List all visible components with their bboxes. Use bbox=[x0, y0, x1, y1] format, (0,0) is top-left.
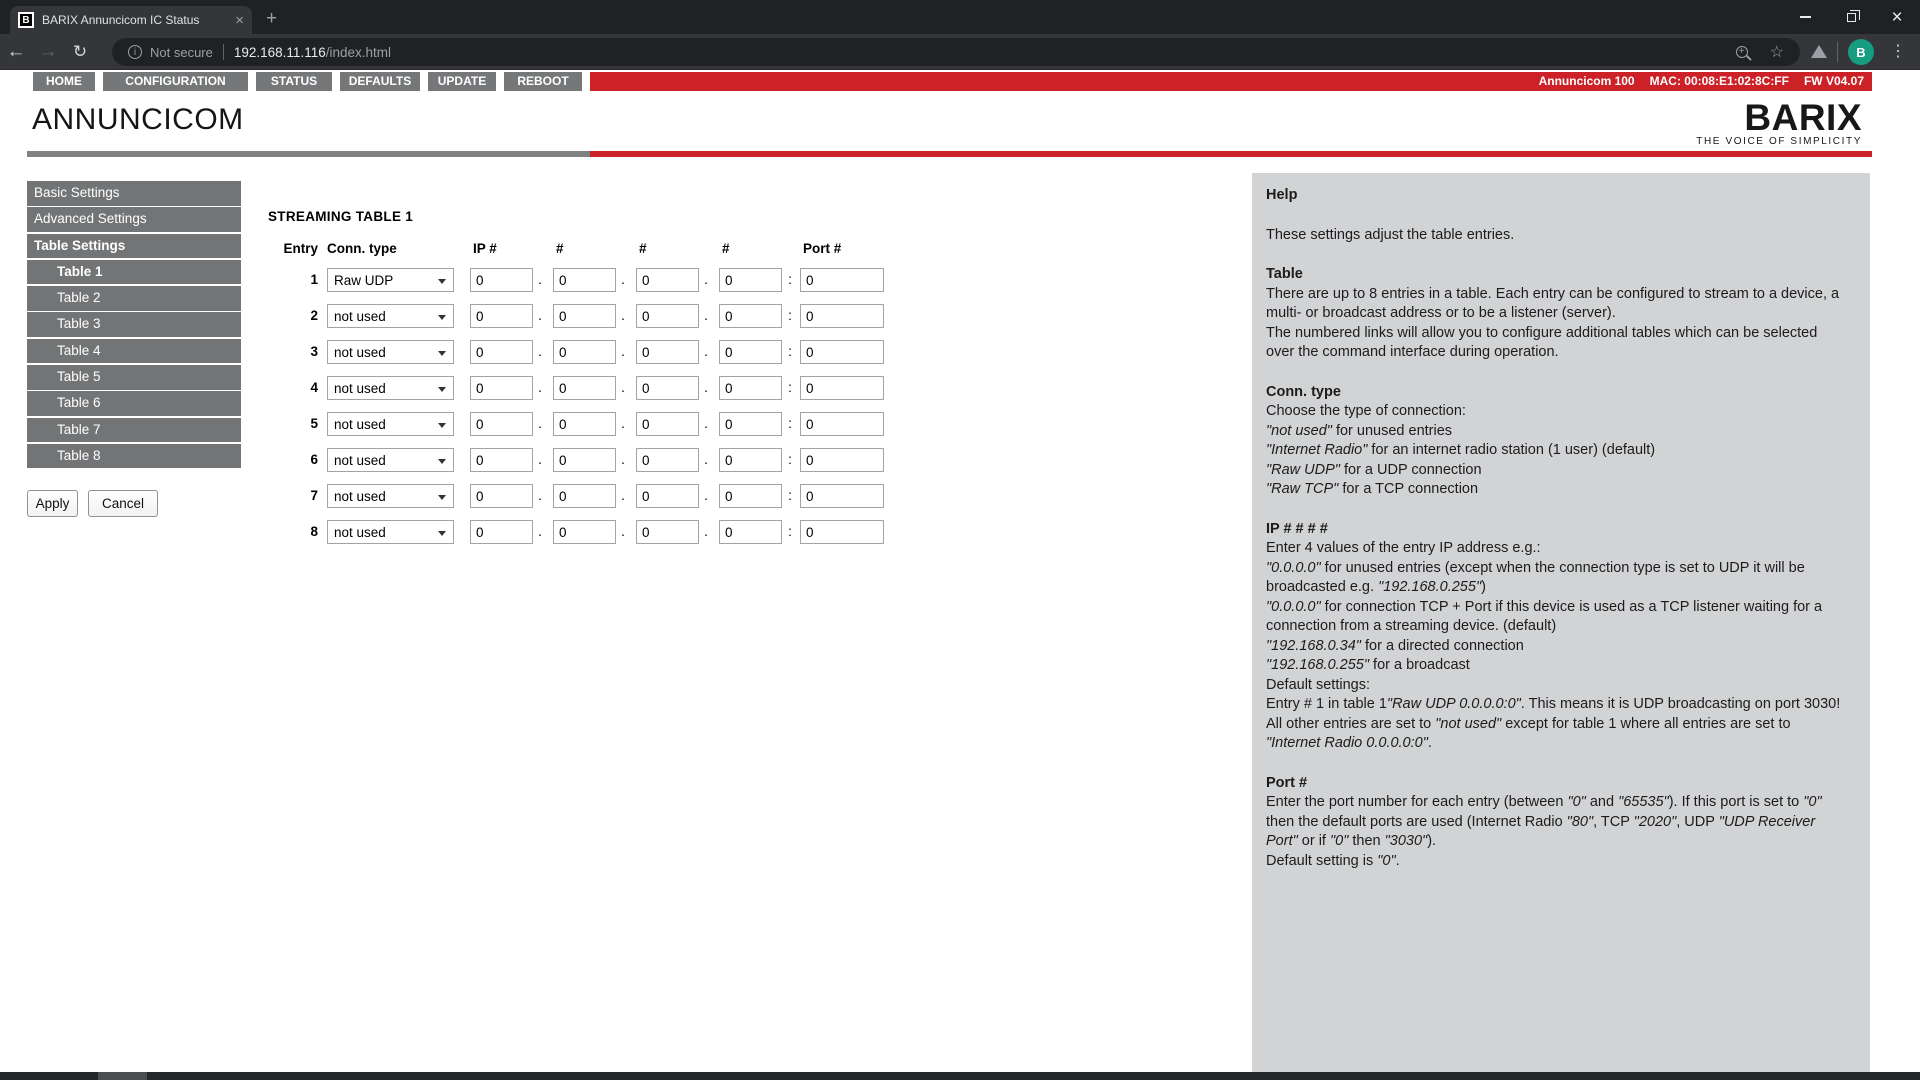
reload-button[interactable]: ↻ bbox=[72, 41, 88, 61]
ip-octet-4-input[interactable] bbox=[719, 448, 782, 472]
sidebar-menu bbox=[27, 181, 241, 470]
conn-type-value: not used bbox=[334, 308, 386, 324]
ip-octet-1-input[interactable] bbox=[470, 520, 533, 544]
profile-avatar[interactable]: B bbox=[1848, 39, 1874, 65]
help-line: There are up to 8 entries in a table. Each entry can be configured to stream to a device, a multi- or broadcast address or to be a listener (server). bbox=[1266, 285, 1840, 321]
conn-type-select[interactable] bbox=[327, 376, 454, 400]
ip-octet-3-input[interactable] bbox=[636, 520, 699, 544]
conn-type-select[interactable] bbox=[327, 412, 454, 436]
help-line: Enter 4 values of the entry IP address e.g.: bbox=[1266, 540, 1541, 556]
ip-octet-1-input[interactable] bbox=[470, 268, 533, 292]
help-line: Default settings: bbox=[1266, 676, 1370, 693]
header-conn-type: Conn. type bbox=[327, 241, 397, 256]
header-ip-2: # bbox=[556, 241, 564, 256]
ip-dot-separator: . bbox=[538, 488, 542, 503]
sidebar-item-table-2[interactable]: Table 2 bbox=[27, 286, 241, 311]
port-colon-separator: : bbox=[788, 380, 792, 395]
ip-octet-2-input[interactable] bbox=[553, 412, 616, 436]
ip-dot-separator: . bbox=[621, 272, 625, 287]
sidebar-item-basic-settings[interactable]: Basic Settings bbox=[27, 181, 241, 206]
sidebar-item-table-settings[interactable]: Table Settings bbox=[27, 234, 241, 259]
horizontal-scrollbar-thumb[interactable] bbox=[98, 1072, 147, 1080]
chevron-down-icon bbox=[438, 279, 446, 284]
ip-dot-separator: . bbox=[704, 308, 708, 323]
help-line: "0.0.0.0" for unused entries (except when the connection type is set to UDP it will be broadcasted e.g. "192.168.0.255") bbox=[1266, 559, 1805, 595]
help-title: Help bbox=[1266, 187, 1298, 203]
nav-item-configuration[interactable]: CONFIGURATION bbox=[103, 72, 248, 91]
nav-item-home[interactable]: HOME bbox=[33, 72, 95, 91]
sidebar-item-table-5[interactable]: Table 5 bbox=[27, 365, 241, 390]
help-line: "Raw UDP" for a UDP connection bbox=[1266, 461, 1482, 478]
url-divider bbox=[223, 44, 224, 60]
table-row-7 bbox=[270, 484, 910, 508]
window-restore-button[interactable] bbox=[1828, 0, 1874, 34]
ip-octet-3-input[interactable] bbox=[636, 340, 699, 364]
browser-tab-bar bbox=[0, 0, 1920, 34]
device-fw: FW V04.07 bbox=[1803, 74, 1864, 88]
ip-octet-2-input[interactable] bbox=[553, 520, 616, 544]
chevron-down-icon bbox=[438, 315, 446, 320]
header-divider-gray bbox=[27, 151, 590, 157]
port-input[interactable] bbox=[800, 484, 884, 508]
page-content bbox=[0, 70, 1920, 1072]
barix-logo bbox=[1696, 97, 1862, 147]
chevron-down-icon bbox=[438, 387, 446, 392]
close-icon: × bbox=[1891, 6, 1903, 28]
minimize-icon bbox=[1800, 16, 1811, 18]
help-section bbox=[1266, 383, 1844, 500]
ip-octet-2-input[interactable] bbox=[553, 340, 616, 364]
ip-dot-separator: . bbox=[538, 344, 542, 359]
back-button[interactable]: ← bbox=[6, 40, 26, 62]
ip-octet-1-input[interactable] bbox=[470, 412, 533, 436]
not-secure-label: Not secure bbox=[150, 44, 213, 60]
table-rows bbox=[270, 268, 910, 544]
ip-octet-3-input[interactable] bbox=[636, 412, 699, 436]
conn-type-value: not used bbox=[334, 488, 386, 504]
ip-octet-3-input[interactable] bbox=[636, 376, 699, 400]
ip-dot-separator: . bbox=[704, 524, 708, 539]
header-ip-3: # bbox=[639, 241, 647, 256]
ip-dot-separator: . bbox=[704, 488, 708, 503]
help-section-heading: Port # bbox=[1266, 774, 1308, 791]
sidebar-item-advanced-settings[interactable]: Advanced Settings bbox=[27, 207, 241, 232]
header-ip-1: IP # bbox=[473, 241, 497, 256]
port-input[interactable] bbox=[800, 412, 884, 436]
table-row-3 bbox=[270, 340, 910, 364]
ip-dot-separator: . bbox=[621, 380, 625, 395]
port-input[interactable] bbox=[800, 520, 884, 544]
device-mac: MAC: 00:08:E1:02:8C:FF bbox=[1649, 74, 1789, 88]
ip-dot-separator: . bbox=[704, 452, 708, 467]
ip-dot-separator: . bbox=[621, 344, 625, 359]
ip-octet-1-input[interactable] bbox=[470, 304, 533, 328]
apply-button[interactable]: Apply bbox=[27, 490, 78, 517]
browser-toolbar bbox=[0, 34, 1920, 70]
table-header-row bbox=[270, 241, 910, 259]
nav-item-defaults[interactable]: DEFAULTS bbox=[340, 72, 420, 91]
conn-type-value: not used bbox=[334, 380, 386, 396]
help-line: "192.168.0.255" for a broadcast bbox=[1266, 657, 1470, 673]
help-line: Default setting is "0". bbox=[1266, 852, 1400, 869]
chevron-down-icon bbox=[438, 495, 446, 500]
conn-type-value: not used bbox=[334, 452, 386, 468]
ip-dot-separator: . bbox=[538, 524, 542, 539]
new-tab-button[interactable]: + bbox=[266, 8, 278, 29]
top-navigation bbox=[33, 72, 1872, 91]
help-section-heading: IP # # # # bbox=[1266, 520, 1328, 537]
entry-number: 4 bbox=[310, 380, 318, 395]
tab-close-icon[interactable]: × bbox=[235, 11, 244, 29]
port-input[interactable] bbox=[800, 268, 884, 292]
sidebar-item-table-4[interactable]: Table 4 bbox=[27, 339, 241, 364]
help-panel bbox=[1252, 173, 1870, 1072]
device-info-bar bbox=[590, 72, 1872, 91]
ip-dot-separator: . bbox=[621, 416, 625, 431]
ip-octet-3-input[interactable] bbox=[636, 484, 699, 508]
page-title: ANNUNCICOM bbox=[32, 103, 244, 136]
ip-octet-1-input[interactable] bbox=[470, 484, 533, 508]
address-bar[interactable] bbox=[112, 38, 1800, 66]
chevron-down-icon bbox=[438, 459, 446, 464]
help-section-heading: Table bbox=[1266, 266, 1303, 282]
drive-extension-icon[interactable] bbox=[1811, 45, 1827, 58]
sidebar-item-table-7[interactable]: Table 7 bbox=[27, 418, 241, 443]
ip-octet-3-input[interactable] bbox=[636, 268, 699, 292]
entry-number: 7 bbox=[310, 488, 318, 503]
url-path: /index.html bbox=[325, 44, 391, 60]
port-colon-separator: : bbox=[788, 344, 792, 359]
ip-octet-3-input[interactable] bbox=[636, 304, 699, 328]
header-port: Port # bbox=[803, 241, 842, 256]
ip-dot-separator: . bbox=[538, 452, 542, 467]
sidebar-item-table-6[interactable]: Table 6 bbox=[27, 391, 241, 416]
streaming-table bbox=[270, 209, 910, 556]
ip-octet-2-input[interactable] bbox=[553, 484, 616, 508]
ip-octet-4-input[interactable] bbox=[719, 304, 782, 328]
streaming-table-title: STREAMING TABLE 1 bbox=[268, 209, 414, 224]
ip-octet-3-input[interactable] bbox=[636, 448, 699, 472]
ip-octet-2-input[interactable] bbox=[553, 268, 616, 292]
conn-type-select[interactable] bbox=[327, 304, 454, 328]
sidebar-item-table-3[interactable]: Table 3 bbox=[27, 312, 241, 337]
browser-tab[interactable] bbox=[10, 6, 252, 34]
conn-type-select[interactable] bbox=[327, 484, 454, 508]
ip-octet-4-input[interactable] bbox=[719, 268, 782, 292]
toolbar-divider bbox=[1837, 42, 1838, 62]
entry-number: 5 bbox=[310, 416, 318, 431]
header-divider-red bbox=[590, 151, 1872, 157]
window-controls bbox=[1782, 0, 1920, 34]
help-section bbox=[1266, 520, 1844, 754]
nav-item-reboot[interactable]: REBOOT bbox=[504, 72, 582, 91]
ip-octet-1-input[interactable] bbox=[470, 448, 533, 472]
help-section-heading: Conn. type bbox=[1266, 383, 1341, 400]
port-colon-separator: : bbox=[788, 452, 792, 467]
zoom-icon[interactable]: + bbox=[1736, 46, 1748, 58]
cancel-button[interactable]: Cancel bbox=[88, 490, 158, 517]
nav-item-status[interactable]: STATUS bbox=[256, 72, 332, 91]
table-row-5 bbox=[270, 412, 910, 436]
chevron-down-icon bbox=[438, 531, 446, 536]
ip-octet-1-input[interactable] bbox=[470, 340, 533, 364]
help-line: "not used" for unused entries bbox=[1266, 422, 1453, 439]
table-row-2 bbox=[270, 304, 910, 328]
entry-number: 2 bbox=[310, 308, 318, 323]
ip-octet-4-input[interactable] bbox=[719, 484, 782, 508]
horizontal-scrollbar bbox=[0, 1072, 1920, 1080]
tab-title: BARIX Annuncicom IC Status bbox=[42, 13, 200, 27]
url-host: 192.168.11.116 bbox=[233, 44, 326, 60]
chevron-down-icon bbox=[438, 351, 446, 356]
sidebar-item-table-8[interactable]: Table 8 bbox=[27, 444, 241, 469]
port-colon-separator: : bbox=[788, 488, 792, 503]
port-input[interactable] bbox=[800, 340, 884, 364]
ip-dot-separator: . bbox=[621, 524, 625, 539]
conn-type-value: Raw UDP bbox=[334, 272, 394, 288]
header-ip-4: # bbox=[722, 241, 730, 256]
conn-type-select[interactable] bbox=[327, 340, 454, 364]
ip-dot-separator: . bbox=[704, 344, 708, 359]
ip-dot-separator: . bbox=[704, 380, 708, 395]
device-name: Annuncicom 100 bbox=[1538, 74, 1635, 88]
window-close-button[interactable] bbox=[1874, 0, 1920, 34]
help-line: "0.0.0.0" for connection TCP + Port if this device is used as a TCP listener waiting for a connection from a streaming device. (default) bbox=[1266, 598, 1823, 634]
entry-number: 8 bbox=[310, 524, 318, 539]
help-sections bbox=[1266, 265, 1844, 871]
help-line: "192.168.0.34" for a directed connection bbox=[1266, 637, 1524, 654]
browser-menu-icon[interactable]: ⋮ bbox=[1890, 43, 1906, 60]
barix-logo-text: BARIX bbox=[1744, 97, 1862, 138]
port-colon-separator: : bbox=[788, 416, 792, 431]
ip-dot-separator: . bbox=[538, 380, 542, 395]
forward-button[interactable]: → bbox=[38, 40, 58, 62]
restore-icon bbox=[1847, 13, 1856, 22]
help-line: "Internet Radio" for an internet radio station (1 user) (default) bbox=[1266, 442, 1656, 458]
ip-octet-4-input[interactable] bbox=[719, 376, 782, 400]
conn-type-value: not used bbox=[334, 344, 386, 360]
ip-dot-separator: . bbox=[704, 416, 708, 431]
port-input[interactable] bbox=[800, 376, 884, 400]
help-intro: These settings adjust the table entries. bbox=[1266, 226, 1515, 243]
barix-logo-tagline: THE VOICE OF SIMPLICITY bbox=[1696, 136, 1862, 147]
ip-octet-4-input[interactable] bbox=[719, 412, 782, 436]
ip-octet-4-input[interactable] bbox=[719, 520, 782, 544]
port-input[interactable] bbox=[800, 304, 884, 328]
conn-type-select[interactable] bbox=[327, 520, 454, 544]
entry-number: 6 bbox=[310, 452, 318, 467]
port-input[interactable] bbox=[800, 448, 884, 472]
ip-dot-separator: . bbox=[538, 272, 542, 287]
conn-type-select[interactable] bbox=[327, 268, 454, 292]
nav-item-update[interactable]: UPDATE bbox=[428, 72, 496, 91]
help-section bbox=[1266, 774, 1844, 872]
help-line: All other entries are set to "not used" except for table 1 where all entries are set to "Internet Radio 0.0.0.0:0". bbox=[1266, 715, 1791, 751]
help-line: Entry # 1 in table 1"Raw UDP 0.0.0.0:0". This means it is UDP broadcasting on port 3030! bbox=[1266, 696, 1841, 712]
help-line: Enter the port number for each entry (between "0" and "65535"). If this port is set to "0" then the default ports are used (Internet Radio "80", TCP "2020", UDP "UDP Receiver Port" or if "0" then "3030"). bbox=[1266, 794, 1822, 849]
ip-dot-separator: . bbox=[538, 416, 542, 431]
ip-octet-1-input[interactable] bbox=[470, 376, 533, 400]
ip-octet-2-input[interactable] bbox=[553, 376, 616, 400]
entry-number: 3 bbox=[310, 344, 318, 359]
ip-dot-separator: . bbox=[621, 488, 625, 503]
entry-number: 1 bbox=[310, 272, 318, 287]
sidebar-item-table-1-active[interactable]: Table 1 bbox=[27, 260, 241, 285]
info-icon[interactable]: i bbox=[128, 45, 142, 59]
barix-favicon-icon: B bbox=[18, 12, 34, 28]
ip-dot-separator: . bbox=[704, 272, 708, 287]
table-row-1 bbox=[270, 268, 910, 292]
ip-octet-2-input[interactable] bbox=[553, 304, 616, 328]
table-row-4 bbox=[270, 376, 910, 400]
bookmark-star-icon[interactable]: ☆ bbox=[1769, 44, 1784, 61]
ip-octet-4-input[interactable] bbox=[719, 340, 782, 364]
port-colon-separator: : bbox=[788, 524, 792, 539]
port-colon-separator: : bbox=[788, 308, 792, 323]
table-row-6 bbox=[270, 448, 910, 472]
table-row-8 bbox=[270, 520, 910, 544]
window-minimize-button[interactable] bbox=[1782, 0, 1828, 34]
ip-octet-2-input[interactable] bbox=[553, 448, 616, 472]
chevron-down-icon bbox=[438, 423, 446, 428]
conn-type-value: not used bbox=[334, 416, 386, 432]
conn-type-value: not used bbox=[334, 524, 386, 540]
header-entry: Entry bbox=[283, 241, 318, 256]
help-section bbox=[1266, 265, 1844, 363]
help-line: The numbered links will allow you to configure additional tables which can be selected over the command interface during operation. bbox=[1266, 324, 1818, 360]
ip-dot-separator: . bbox=[621, 308, 625, 323]
conn-type-select[interactable] bbox=[327, 448, 454, 472]
help-line: "Raw TCP" for a TCP connection bbox=[1266, 481, 1479, 497]
port-colon-separator: : bbox=[788, 272, 792, 287]
ip-dot-separator: . bbox=[621, 452, 625, 467]
ip-dot-separator: . bbox=[538, 308, 542, 323]
help-line: Choose the type of connection: bbox=[1266, 403, 1466, 419]
